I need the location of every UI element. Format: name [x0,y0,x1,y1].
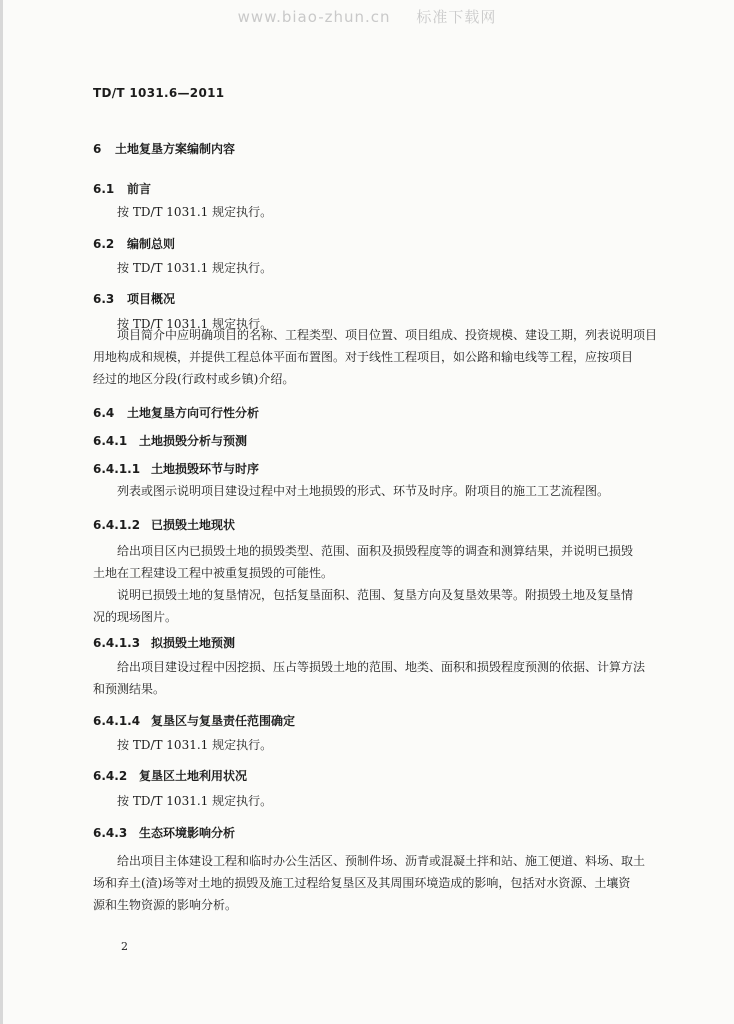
section-heading [93,180,151,197]
paragraph [93,850,661,916]
section-heading [93,516,235,533]
paragraph-line: 况的现场图片。 [93,610,178,624]
paragraph [93,584,661,628]
paragraph-line: 场和弃土(渣)场等对土地的损毁及施工过程给复垦区及其周围环境造成的影响，包括对水资源、土壤资 [93,876,631,890]
paragraph [93,257,661,279]
paragraph [93,656,661,700]
paragraph-line: 给出项目区内已损毁土地的损毁类型、范围、面积及损毁程度等的调查和测算结果，并说明已损毁 [117,544,634,558]
paragraph-line: 按 TD/T 1031.1 规定执行。 [117,794,273,808]
section-number: 6.4.1.1 [93,462,141,476]
paragraph-line: 和预测结果。 [93,682,166,696]
section-title: 已损毁土地现状 [151,518,236,532]
section-heading [93,432,247,449]
section-number: 6.4.3 [93,826,128,840]
paragraph-line: 按 TD/T 1031.1 规定执行。 [117,738,273,752]
section-heading [93,140,235,157]
paragraph-line: 按 TD/T 1031.1 规定执行。 [117,261,273,275]
paragraph [93,201,661,223]
section-number: 6.4.1.2 [93,518,141,532]
section-heading [93,460,259,477]
section-title: 编制总则 [127,237,176,251]
paragraph-line: 源和生物资源的影响分析。 [93,898,238,912]
page-number: 2 [121,940,128,953]
section-title: 土地损毁环节与时序 [151,462,260,476]
paragraph-line: 按 TD/T 1031.1 规定执行。 [117,317,273,331]
paragraph-line: 给出项目主体建设工程和临时办公生活区、预制件场、沥青或混凝土拌和站、施工便道、料场、取土 [117,854,646,868]
paragraph-line: 土地在工程建设工程中被重复损毁的可能性。 [93,566,334,580]
section-number: 6.4.1 [93,434,128,448]
section-heading [93,824,235,841]
paragraph-line: 经过的地区分段(行政村或乡镇)介绍。 [93,372,295,386]
paragraph-line: 说明已损毁土地的复垦情况，包括复垦面积、范围、复垦方向及复垦效果等。附损毁土地及复垦情 [117,588,634,602]
section-title: 复垦区土地利用状况 [139,769,248,783]
paragraph-line: 用地构成和规模，并提供工程总体平面布置图。对于线性工程项目，如公路和输电线等工程，应按项目 [93,350,634,364]
section-heading [93,767,247,784]
paragraph [93,540,661,584]
section-title: 复垦区与复垦责任范围确定 [151,714,296,728]
section-number: 6.1 [93,182,115,196]
section-heading [93,235,175,252]
watermark [0,6,734,27]
paragraph-line: 按 TD/T 1031.1 规定执行。 [117,205,273,219]
section-number: 6.4.2 [93,769,128,783]
section-title: 拟损毁土地预测 [151,636,236,650]
paragraph [93,790,661,812]
watermark-site: www.biao-zhun.cn [237,8,391,26]
section-title: 土地复垦方向可行性分析 [127,406,260,420]
section-number: 6.4.1.3 [93,636,141,650]
paragraph [93,324,661,390]
section-title: 前言 [127,182,152,196]
section-title: 土地损毁分析与预测 [139,434,248,448]
section-number: 6.4 [93,406,115,420]
section-title: 生态环境影响分析 [139,826,236,840]
paragraph [93,480,661,502]
section-heading [93,404,259,421]
document-id: TD/T 1031.6—2011 [93,86,225,100]
paragraph-line: 给出项目建设过程中因挖损、压占等损毁土地的范围、地类、面积和损毁程度预测的依据、计算方法 [117,660,646,674]
section-title: 项目概况 [127,292,176,306]
section-heading [93,290,175,307]
section-title: 土地复垦方案编制内容 [115,142,236,156]
scan-edge [0,0,3,1024]
section-number: 6.4.1.4 [93,714,141,728]
section-heading [93,634,235,651]
section-number: 6 [93,142,102,156]
section-number: 6.3 [93,292,115,306]
watermark-name: 标准下载网 [416,8,497,26]
paragraph-line: 项目简介中应明确项目的名称、工程类型、项目位置、项目组成、投资规模、建设工期，列表说明项目 [117,328,658,342]
paragraph [93,734,661,756]
paragraph-line: 列表或图示说明项目建设过程中对土地损毁的形式、环节及时序。附项目的施工工艺流程图。 [117,484,610,498]
section-number: 6.2 [93,237,115,251]
section-heading [93,712,295,729]
